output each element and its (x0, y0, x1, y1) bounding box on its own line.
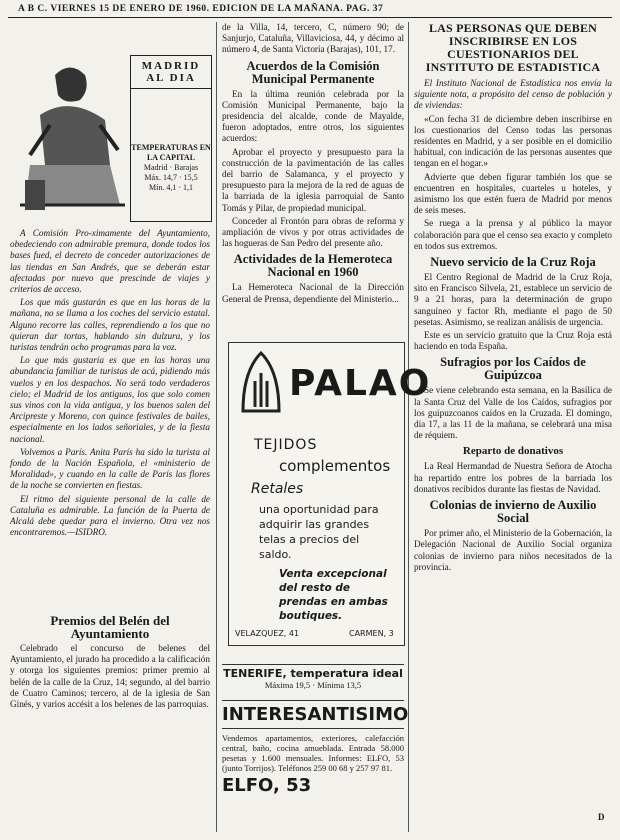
tenerife-title: TENERIFE, temperatura ideal (222, 664, 404, 680)
column-divider-2 (408, 22, 409, 832)
right-column-articles (414, 22, 612, 834)
madrid-al-dia-box (130, 55, 212, 222)
ad-text-line: Retales (251, 481, 304, 497)
comision-headline: Acuerdos de la Comisión Municipal Permanente (246, 58, 380, 86)
ad-text-line: del resto de (279, 582, 350, 594)
madrid-title-line: MADRID (141, 60, 201, 72)
article-paragraph: La Real Hermandad de Nuestra Señora de Atocha ha repartido entre los pobres de la barriada los donativos recibidos durante las fiestas de Navidad. (414, 461, 612, 494)
madrid-al-dia-title (131, 56, 211, 89)
hemeroteca-headline: Actividades de la Hemeroteca Nacional en 1960 (233, 252, 393, 280)
article-paragraph: Advierte que deben figurar también los que se encuentren en hospitales, cuarteles u hoteles, y asimismo los que estén fuera de Madrid por menos de seis meses. (414, 171, 612, 216)
article-paragraph: El Centro Regional de Madrid de la Cruz Roja, sito en Francisco Silvela, 21, establece un servicio de 9 a 21 horas, para la determinación de grupo sanguíneo y factor Rh, mediante el pago de 50 pesetas. Asimismo, se realizan análisis de urgencia. (414, 272, 612, 327)
ad-text-line: saldo. (259, 548, 292, 561)
ad-text-line: una oportunidad para (259, 503, 379, 516)
belen-article (10, 610, 210, 835)
article-paragraph: El ritmo del siguiente personal de la calle de Cataluña es admirable. La función de la Puerta de Alcalá debe quedar para el invierno. Otra vez nos encontraremos.—ISIDRO. (10, 493, 210, 538)
sufragios-headline: Sufragios por los Caídos de Guipúzcoa (440, 355, 586, 383)
article-paragraph: de la Villa, 14, tercero, C, número 90; de Sanjurjo, Cataluña, Villaviciosa, 44, y décimo al número 4, de Santa Victoria (Barajas), 101, 17. (222, 22, 404, 55)
temperatures-min: Mín. 4,1 · 1,1 (149, 183, 193, 192)
ad-text-line: adquirir las grandes (259, 518, 370, 531)
article-paragraph: Los que más gustarán es que en las horas de la mañana, no se llama a los coches del servicio estatal. Alguno recorre las calles, reprendiendo a los que no quieran dar tortas, hablando sin dulzura, y los turistas tendrán ocho programas para la voz. (10, 297, 210, 353)
interesantisimo-advertisement (222, 700, 409, 835)
cruz-roja-headline: Nuevo servicio de la Cruz Roja (430, 255, 596, 270)
temperatures-max: Máx. 14,7 · 15,5 (144, 173, 198, 182)
article-paragraph: A Comisión Pro-ximamente del Ayuntamiento, obedeciendo con admirable premura, donde todos los bases fued, el decreto de conceder autorizaciones de las tiendas en San Andrés, que se deberán estar afectadas por nuevo que prescinde de viajes y criterios de acceso. (10, 228, 210, 295)
madrid-al-dia-article (10, 228, 210, 606)
middle-column-articles (222, 22, 404, 337)
ad-text-line: boutiques. (279, 610, 343, 622)
ad-text-line: Venta excepcional (279, 568, 387, 580)
article-paragraph: Lo que más gustaría es que en las horas una abundancia familiar de turistas de acá, pidiendo más vuelos y en los despachos. No será todo verdaderos cielo; el Madrid de los antiguos, los que solo comen sus vinos con la vida antigua, y los buenos salen del Arcipreste y Moreno, con quince festivales de bailes, especialmente en los lados señoriales, y de la fiesta nacional. (10, 355, 210, 444)
belen-headline: Premios del Belén del Ayuntamiento (50, 613, 170, 641)
article-paragraph: Conceder al Frontón para obras de reforma y ampliación de vivos y por otras actividades de las hogueras de San Pedro del presente año. (222, 215, 404, 249)
colonias-headline: Colonias de invierno de Auxilio Social (429, 498, 597, 526)
article-paragraph: El Instituto Nacional de Estadística nos envía la siguiente nota, a propósito del censo de población y de viviendas: (414, 78, 612, 111)
ad-address: CARMEN, 3 (349, 629, 394, 638)
page-header: A B C. VIERNES 15 DE ENERO DE 1960. EDICION DE LA MAÑANA. PAG. 37 (18, 4, 384, 14)
interesantisimo-body: Vendemos apartamentos, exteriores, calefacción central, baño, cocina amueblada. Entrada 58.000 pesetas y 1.600 mensuales. Informes: ELFO, 53 (junto Torrijos). Teléfonos 259 00 68 y 257 97 81. (222, 733, 404, 773)
ad-text-line: TEJIDOS (254, 437, 318, 453)
column-divider-1 (216, 22, 217, 832)
article-paragraph: Aprobar el proyecto y presupuesto para la construcción de la pavimentación de las calles del barrio de Salamanca, y el proyecto y presupuesto para la mejora de la red de aguas de la barriada de la iglesia parroquial de Santo Tomás y Pilar, de propiedad municipal. (222, 146, 404, 213)
header-rule (8, 17, 612, 18)
ad-address: VELAZQUEZ, 41 (235, 629, 300, 638)
interesantisimo-title: INTERESANTISIMO (222, 700, 404, 729)
ad-text-line: complementos (279, 457, 391, 475)
tenerife-temperatures: Máxima 19,5 · Mínima 13,5 (264, 680, 362, 690)
article-paragraph: Se ruega a la prensa y al público la mayor colaboración para que el censo sea exacto y completo en todos sus extremos. (414, 218, 612, 251)
article-paragraph: Se viene celebrando esta semana, en la Basílica de la Santa Cruz del Valle de los Caídos, sufragios por los guipuzcoanos caídos en la Cruzada. El domingo, día 17, a las 11 de la mañana, se celebrará una misa de réquiem. (414, 385, 612, 441)
ad-text-line: prendas en ambas (279, 596, 388, 608)
article-paragraph: Por primer año, el Ministerio de la Gobernación, la Delegación Nacional de Auxilio Social organiza colonias de invierno para niños necesitados de la provincia. (414, 528, 612, 572)
ad-text-line: telas a precios del (259, 533, 360, 546)
article-paragraph: La Hemeroteca Nacional de la Dirección General de Prensa, dependiente del Ministerio... (222, 282, 404, 304)
article-paragraph: «Con fecha 31 de diciembre deben inscribirse en los cuestionarios del Censo todas las personas residentes en Madrid, y a ser posible en el domicilio habitual, con indicación de las personas ausentes que tengan en el hogar.» (414, 113, 612, 169)
donativos-headline: Reparto de donativos (462, 445, 564, 458)
temperatures-title: TEMPERATURAS EN LA CAPITAL (131, 143, 211, 162)
palao-logo-icon (239, 351, 283, 421)
al-dia-title-line: AL DIA (146, 72, 196, 84)
article-paragraph: Volvemos a París. Anita París ha sido la turista al fondo de la Nación Española, el «ministerio de Moralidad», y cuando en la calle de París las flores de la noche se convierten en fiestas. (10, 446, 210, 491)
palao-advertisement (228, 342, 432, 646)
estadistica-headline: LAS PERSONAS QUE DEBEN INSCRIBIRSE EN LOS CUESTIONARIOS DEL INSTITUTO DE ESTADISTICA (425, 21, 601, 74)
tenerife-advertisement (222, 664, 404, 700)
page-corner-mark: D (598, 812, 605, 822)
article-paragraph: En la última reunión celebrada por la Comisión Municipal Permanente, bajo la presidencia del alcalde, conde de Mayalde, fueron adoptados, entre otros, los siguientes acuerdos: (222, 88, 404, 144)
temperatures-columns: Madrid · Barajas (143, 163, 199, 172)
elfo-address: ELFO, 53 (222, 775, 312, 796)
man-sketch-illustration (10, 55, 128, 225)
article-paragraph: Este es un servicio gratuito que la Cruz Roja está haciendo en toda España. (414, 330, 612, 352)
palao-brand: PALAO (289, 363, 432, 404)
article-paragraph: Celebrado el concurso de belenes del Ayuntamiento, el jurado ha procedido a la calificación y otorga los siguientes premios: primer premio al belén de la calle de la Cruz, 14; segundo, al del barrio de Cuatro Caminos; tercero, al de la iglesia de San Ginés, y varios accésit a los belenes de las parroquias. (10, 643, 210, 710)
